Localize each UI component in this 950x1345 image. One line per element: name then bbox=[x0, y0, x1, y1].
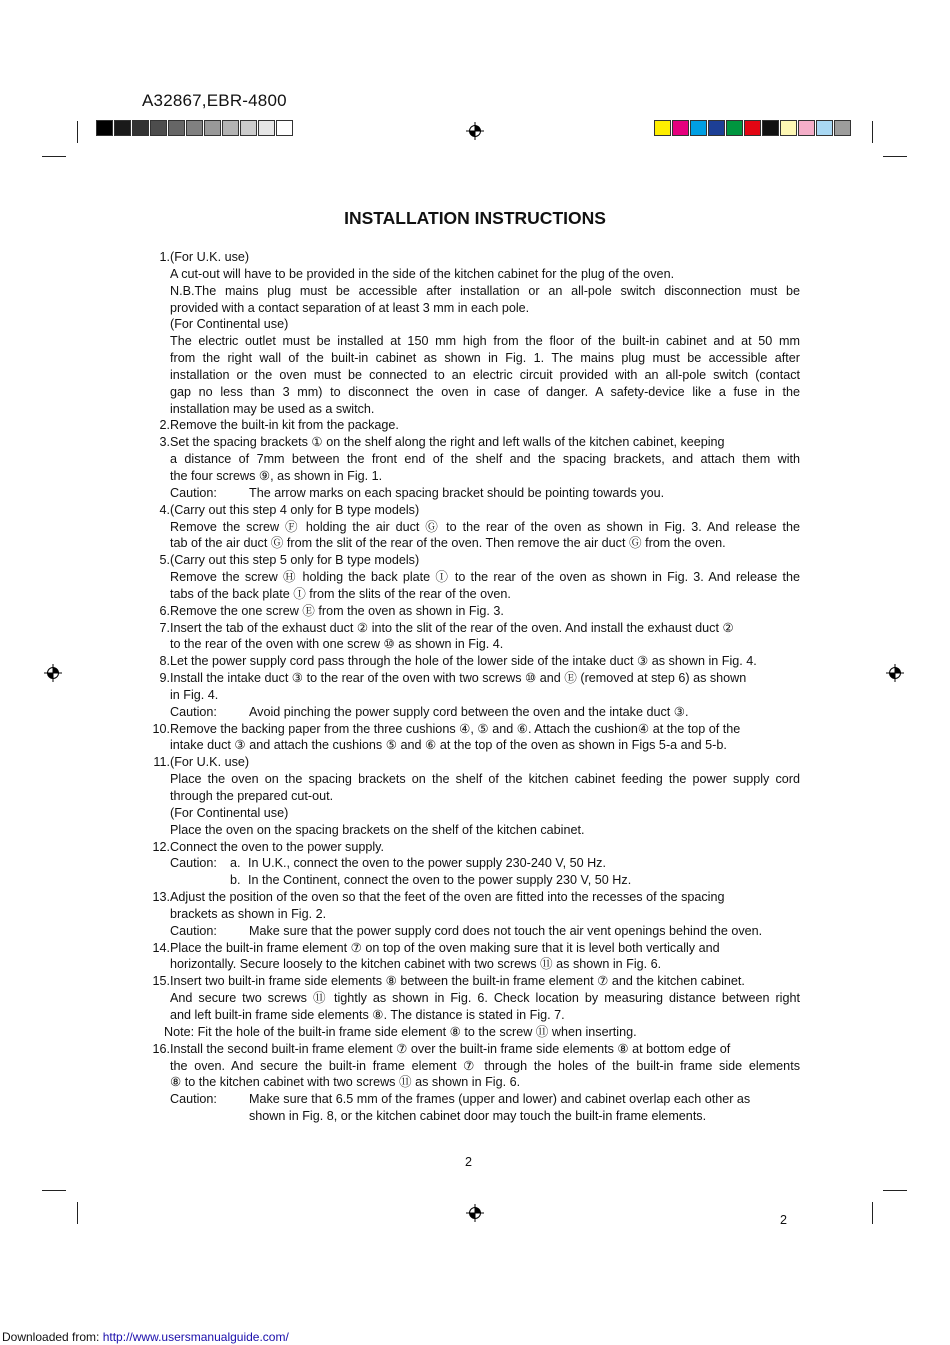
step-number: 8. bbox=[159, 654, 170, 669]
step-4: 4.(Carry out this step 4 only for B type models) bbox=[148, 502, 800, 519]
text-line: tabs of the back plate Ⓘ from the slits of the rear of the oven. bbox=[170, 586, 511, 601]
text-line: brackets as shown in Fig. 2. bbox=[170, 906, 327, 921]
color-swatch bbox=[762, 120, 779, 136]
step-13: 13.Adjust the position of the oven so that the feet of the oven are fitted into the recesses of the spacing bbox=[148, 889, 800, 906]
step-number: 10. bbox=[152, 721, 170, 736]
text-line: N.B.The mains plug must be accessible after installation or an all-pole switch disconnection must be bbox=[170, 283, 800, 298]
text-line: And secure two screws ⑪ tightly as shown in Fig. 6. Check location by measuring distance between right bbox=[170, 991, 800, 1006]
text-line: A cut-out will have to be provided in the side of the kitchen cabinet for the plug of the oven. bbox=[170, 266, 675, 281]
step-15: 15.Insert two built-in frame side elements ⑧ between the built-in frame element ⑦ and the kitchen cabinet. bbox=[148, 973, 800, 990]
registration-mark-icon bbox=[466, 122, 484, 140]
step-8: 8.Let the power supply cord pass through the hole of the lower side of the intake duct ③ as shown in Fig. 4. bbox=[148, 653, 800, 670]
color-calibration-strip bbox=[654, 120, 852, 136]
step-number: 7. bbox=[159, 620, 170, 635]
color-swatch bbox=[708, 120, 725, 136]
color-swatch bbox=[816, 120, 833, 136]
crop-mark bbox=[883, 1190, 907, 1191]
step-number: 11. bbox=[153, 755, 170, 770]
step-number: 12. bbox=[152, 839, 170, 854]
color-swatch bbox=[114, 120, 131, 136]
text-line: in Fig. 4. bbox=[170, 687, 219, 702]
step-number: 2. bbox=[159, 418, 170, 433]
download-footer bbox=[2, 1330, 289, 1344]
text-line: Place the oven on the spacing brackets on the shelf of the kitchen cabinet feeding the power supply cord bbox=[170, 772, 800, 787]
color-swatch bbox=[276, 120, 293, 136]
gray-calibration-strip bbox=[96, 120, 294, 136]
crop-mark bbox=[872, 121, 873, 143]
color-swatch bbox=[150, 120, 167, 136]
text-line: Remove the screw Ⓗ holding the back plate Ⓘ to the rear of the oven as shown in Fig. 3. And release the bbox=[170, 570, 800, 585]
caution-line: Caution: a. In U.K., connect the oven to the power supply 230-240 V, 50 Hz. bbox=[170, 856, 606, 871]
color-swatch bbox=[690, 120, 707, 136]
note-line: Note: Fit the hole of the built-in frame side element ⑧ to the screw ⑪ when inserting. bbox=[164, 1024, 637, 1039]
footer-link[interactable]: http://www.usersmanualguide.com/ bbox=[102, 1330, 289, 1344]
step-number: 9. bbox=[159, 671, 170, 686]
crop-mark bbox=[42, 156, 66, 157]
step-6: 6.Remove the one screw Ⓔ from the oven as shown in Fig. 3. bbox=[148, 603, 800, 620]
text-line: the four screws ⑨, as shown in Fig. 1. bbox=[170, 468, 383, 483]
step-5: 5.(Carry out this step 5 only for B type models) bbox=[148, 552, 800, 569]
model-number: A32867,EBR-4800 bbox=[142, 91, 287, 110]
caution-line: b. In the Continent, connect the oven to the power supply 230 V, 50 Hz. bbox=[230, 873, 632, 888]
registration-mark-icon bbox=[886, 664, 904, 682]
step-12: 12.Connect the oven to the power supply. bbox=[148, 839, 800, 856]
step-number: 5. bbox=[159, 553, 170, 568]
text-line: The electric outlet must be installed at 150 mm high from the floor of the built-in cabinet and at 50 mm bbox=[170, 334, 800, 349]
step-number: 16. bbox=[152, 1041, 170, 1056]
text-line: provided with a contact separation of at least 3 mm in each pole. bbox=[170, 300, 530, 315]
step-number: 13. bbox=[152, 890, 170, 905]
step-16: 16.Install the second built-in frame element ⑦ over the built-in frame side elements ⑧ at bottom edge of bbox=[148, 1041, 800, 1058]
text-line: through the prepared cut-out. bbox=[170, 789, 334, 803]
crop-mark bbox=[42, 1190, 66, 1191]
step-10: 10.Remove the backing paper from the three cushions ④, ⑤ and ⑥. Attach the cushion④ at the top of the bbox=[148, 721, 800, 738]
text-line: (For Continental use) bbox=[170, 805, 289, 820]
step-number: 15. bbox=[152, 974, 170, 989]
page-title: INSTALLATION INSTRUCTIONS bbox=[344, 208, 606, 228]
text-line: Remove the screw Ⓕ holding the air duct Ⓖ to the rear of the oven as shown in Fig. 3. And release the bbox=[170, 519, 800, 534]
text-line: to the rear of the oven with one screw ⑩ as shown in Fig. 4. bbox=[170, 637, 504, 652]
crop-mark bbox=[77, 1202, 78, 1224]
text-line: the oven. And secure the built-in frame element ⑦ through the holes of the built-in frame side elements bbox=[170, 1058, 800, 1073]
step-number: 3. bbox=[159, 435, 170, 450]
step-9: 9.Install the intake duct ③ to the rear of the oven with two screws ⑩ and Ⓔ (removed at step 6) as shown bbox=[148, 670, 800, 687]
footer-label: Downloaded from: bbox=[2, 1330, 103, 1344]
step-7: 7.Insert the tab of the exhaust duct ② into the slit of the rear of the oven. And install the exhaust duct ② bbox=[148, 620, 800, 637]
text-line: and left built-in frame side elements ⑧. The distance is stated in Fig. 7. bbox=[170, 1007, 565, 1022]
color-swatch bbox=[780, 120, 797, 136]
text-line: shown in Fig. 8, or the kitchen cabinet door may touch the built-in frame elements. bbox=[249, 1109, 707, 1124]
color-swatch bbox=[96, 120, 113, 136]
page-number: 2 bbox=[465, 1155, 473, 1169]
text-line: Place the oven on the spacing brackets on the shelf of the kitchen cabinet. bbox=[170, 822, 585, 837]
color-swatch bbox=[240, 120, 257, 136]
color-swatch bbox=[258, 120, 275, 136]
caution-line: Caution: Make sure that 6.5 mm of the frames (upper and lower) and cabinet overlap each other as bbox=[170, 1092, 751, 1107]
instructions-body bbox=[148, 249, 800, 1125]
step-3: 3.Set the spacing brackets ① on the shelf along the right and left walls of the kitchen cabinet, keeping bbox=[148, 434, 800, 451]
caution-line: Caution: The arrow marks on each spacing bracket should be pointing towards you. bbox=[170, 485, 665, 500]
step-11: 11.(For U.K. use) bbox=[148, 754, 800, 771]
step-number: 4. bbox=[159, 502, 170, 517]
text-line: (For Continental use) bbox=[170, 317, 289, 332]
crop-mark bbox=[883, 156, 907, 157]
page-number-corner: 2 bbox=[780, 1213, 788, 1227]
color-swatch bbox=[798, 120, 815, 136]
color-swatch bbox=[222, 120, 239, 136]
text-line: installation or the oven must be connected to an electric circuit provided with an all-pole switch (contact bbox=[170, 367, 800, 382]
color-swatch bbox=[726, 120, 743, 136]
color-swatch bbox=[168, 120, 185, 136]
color-swatch bbox=[834, 120, 851, 136]
step-1: 1.(For U.K. use) bbox=[148, 249, 800, 266]
text-line: from the right wall of the built-in cabinet as shown in Fig. 1. The mains plug must be accessible after bbox=[170, 351, 800, 366]
step-2: 2.Remove the built-in kit from the package. bbox=[148, 417, 800, 434]
color-swatch bbox=[672, 120, 689, 136]
text-line: installation may be used as a switch. bbox=[170, 401, 375, 416]
step-number: 1. bbox=[159, 250, 170, 264]
crop-mark bbox=[77, 121, 78, 143]
text-line: tab of the air duct Ⓖ from the slit of the rear of the oven. Then remove the air duct Ⓖ from the oven. bbox=[170, 536, 726, 551]
color-swatch bbox=[132, 120, 149, 136]
text-line: a distance of 7mm between the front end of the shelf and the spacing brackets, and attach them with bbox=[170, 452, 800, 467]
color-swatch bbox=[186, 120, 203, 136]
registration-mark-icon bbox=[466, 1204, 484, 1222]
caution-line: Caution: Avoid pinching the power supply cord between the oven and the intake duct ③. bbox=[170, 704, 689, 719]
color-swatch bbox=[204, 120, 221, 136]
text-line: intake duct ③ and attach the cushions ⑤ and ⑥ at the top of the oven as shown in Figs 5-a and 5-b. bbox=[170, 738, 727, 753]
caution-line: Caution: Make sure that the power supply cord does not touch the air vent openings behind the oven. bbox=[170, 923, 763, 938]
step-number: 6. bbox=[159, 603, 170, 618]
text-line: gap no less than 3 mm) to disconnect the oven in case of danger. A safety-device like a fuse in the bbox=[170, 384, 800, 399]
registration-mark-icon bbox=[44, 664, 62, 682]
color-swatch bbox=[654, 120, 671, 136]
crop-mark bbox=[872, 1202, 873, 1224]
step-number: 14. bbox=[152, 940, 170, 955]
text-line: ⑧ to the kitchen cabinet with two screws ⑪ as shown in Fig. 6. bbox=[170, 1075, 521, 1090]
step-14: 14.Place the built-in frame element ⑦ on top of the oven making sure that it is level both vertically and bbox=[148, 940, 800, 957]
color-swatch bbox=[744, 120, 761, 136]
text-line: horizontally. Secure loosely to the kitchen cabinet with two screws ⑪ as shown in Fig. 6. bbox=[170, 957, 662, 972]
